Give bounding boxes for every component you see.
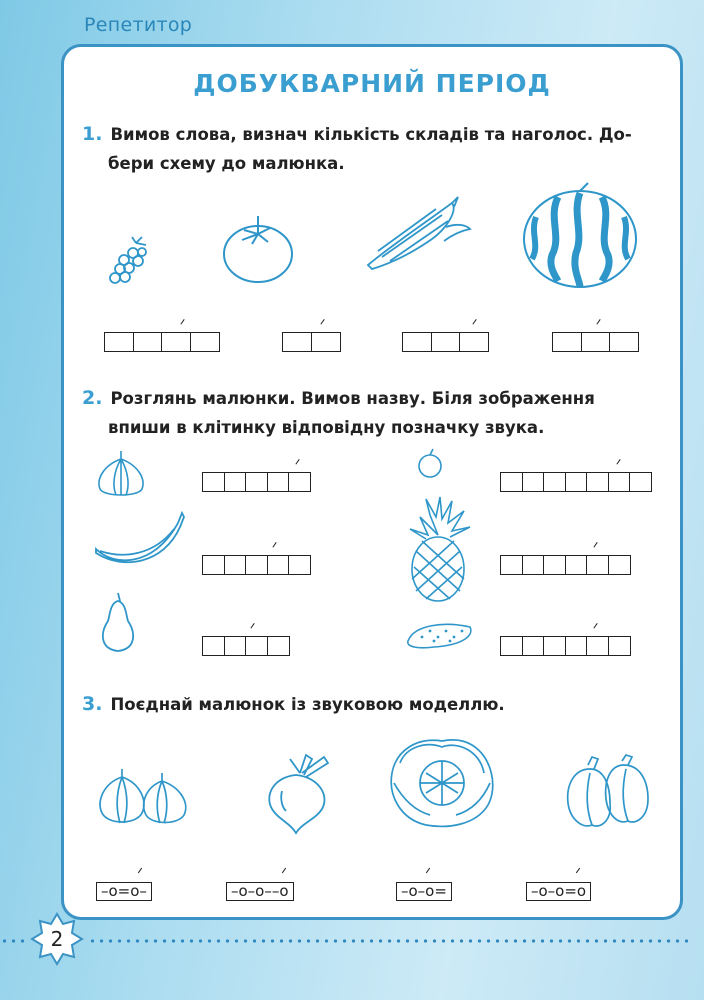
syllable-scheme-3[interactable] — [402, 332, 489, 352]
raspberry-icon — [106, 235, 156, 285]
sound-cells-pineapple[interactable] — [500, 555, 631, 575]
task-3 — [82, 690, 672, 719]
page-number-badge — [30, 912, 84, 966]
cabbage-icon — [386, 733, 498, 829]
onion-icon — [96, 765, 192, 827]
syllable-scheme-2[interactable] — [282, 332, 341, 352]
banana-icon — [94, 511, 186, 571]
sound-model-3-text: –о–о= — [401, 882, 447, 900]
task-1-text-line1: Вимов слова, визнач кількість складів та наголос. До- — [110, 125, 632, 144]
dotted-rule-left — [0, 939, 30, 943]
syllable-scheme-4[interactable] — [552, 332, 639, 352]
watermelon-icon — [522, 183, 638, 289]
tomato-icon — [222, 212, 294, 284]
syllable-scheme-1[interactable] — [104, 332, 220, 352]
sound-model-3[interactable] — [396, 882, 452, 901]
task-2-number: 2. — [82, 387, 103, 409]
series-name: Репетитор — [84, 14, 193, 36]
task-2-text-line2: впиши в клітинку відповідну позначку звука. — [108, 418, 545, 437]
task-2-text-line1: Розглянь малюнки. Вимов назву. Біля зображення — [110, 389, 595, 408]
sound-cells-pear[interactable] — [202, 636, 290, 656]
task-3-text-line1: Поєднай малюнок із звуковою моделлю. — [110, 695, 505, 714]
corn-icon — [362, 195, 472, 275]
sound-cells-plum[interactable] — [500, 472, 652, 492]
page-title: ДОБУКВАРНИЙ ПЕРІОД — [193, 69, 551, 98]
garlic-icon — [94, 449, 148, 499]
pepper-icon — [564, 755, 650, 831]
sound-model-4[interactable] — [526, 882, 591, 901]
cucumber-icon — [404, 619, 474, 649]
task-1-text-line2: бери схему до малюнка. — [108, 154, 345, 173]
pear-icon — [98, 591, 138, 655]
page-number: 2 — [50, 927, 64, 951]
task-1-number: 1. — [82, 123, 103, 145]
sound-cells-banana[interactable] — [202, 555, 311, 575]
pineapple-icon — [400, 495, 476, 603]
worksheet — [61, 44, 683, 920]
task-2 — [82, 384, 672, 442]
plum-icon — [416, 449, 444, 479]
task-1 — [82, 120, 672, 178]
sound-cells-garlic[interactable] — [202, 472, 311, 492]
sound-cells-cucumber[interactable] — [500, 636, 631, 656]
beet-icon — [260, 751, 336, 835]
sound-model-2[interactable] — [226, 882, 294, 901]
task-3-number: 3. — [82, 693, 103, 715]
sound-model-1[interactable] — [96, 882, 152, 901]
dotted-rule-right — [88, 939, 688, 943]
sound-model-4-text: –о–о=о — [531, 882, 587, 900]
sound-model-1-text: –о=о– — [101, 882, 147, 900]
sound-model-2-text: –о–о––о — [231, 882, 289, 900]
